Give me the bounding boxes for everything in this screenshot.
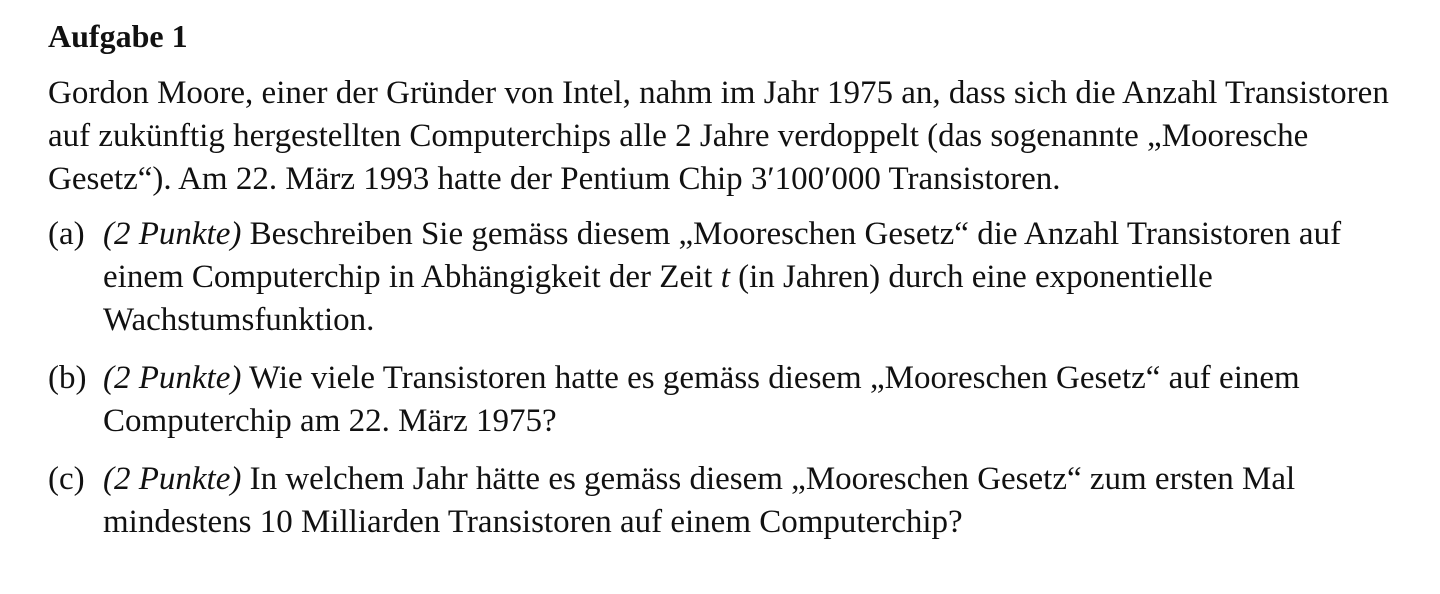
subtask-text: In welchem Jahr hätte es gemäss diesem „Mooreschen Gesetz“ zum ersten Mal mindestens 10 Milliarden Transistoren auf einem Computerchip? [103, 461, 1296, 540]
subtask-points: (2 Punkte) [103, 360, 242, 396]
time-variable: t [720, 259, 730, 295]
task-title: Aufgabe 1 [48, 18, 188, 54]
subtask-points: (2 Punkte) [103, 216, 242, 252]
subtask-b [48, 357, 1428, 443]
subtask-label: (b) [48, 360, 87, 396]
subtask-text: Wie viele Transistoren hatte es gemäss diesem „Mooreschen Gesetz“ auf einem Computerchip am 22. März 1975? [103, 360, 1300, 439]
subtask-label: (a) [48, 216, 85, 252]
subtask-c [48, 458, 1428, 544]
subtask-points: (2 Punkte) [103, 461, 242, 497]
subtask-text-continued: (in Jahren) durch eine exponentielle Wachstumsfunktion. [103, 259, 1213, 338]
task-intro: Gordon Moore, einer der Gründer von Intel, nahm im Jahr 1975 an, dass sich die Anzahl Transistoren auf zukünftig hergestellten Computerchips alle 2 Jahre verdoppelt (das sogenannte „Mooresche Gesetz“). Am 22. März 1993 hatte der Pentium Chip 3′100′000 Transistoren. [48, 75, 1389, 197]
exercise-sheet [48, 14, 1428, 559]
subtask-label: (c) [48, 461, 85, 497]
subtask-a [48, 213, 1428, 342]
subtask-text: Beschreiben Sie gemäss diesem „Mooreschen Gesetz“ die Anzahl Transistoren auf einem Computerchip in Abhängigkeit der Zeit [103, 216, 1342, 295]
subtask-list [48, 213, 1428, 544]
